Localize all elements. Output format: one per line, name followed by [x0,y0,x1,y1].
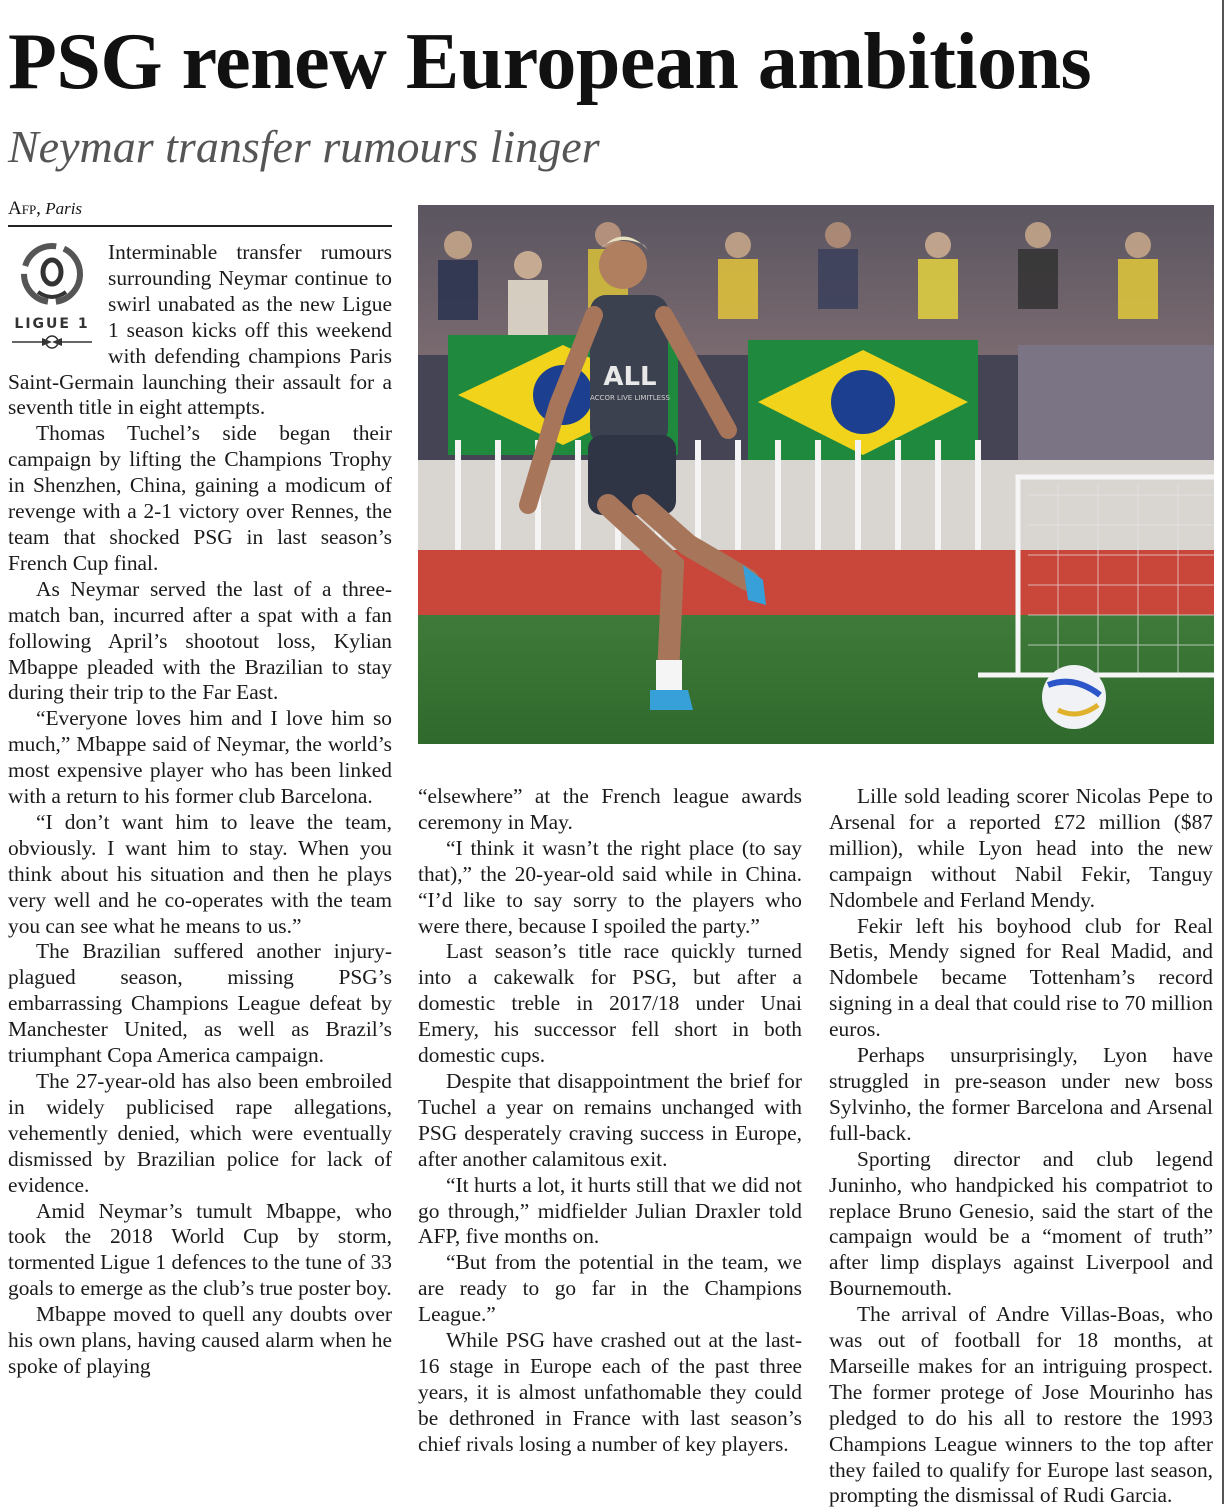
article-column-3 [829,784,1213,1509]
paragraph: Despite that disappointment the brief for Tuchel a year on remains unchanged with PSG desperately craving success in Europe, after another calamitous exit. [418,1068,802,1171]
paragraph: Fekir left his boyhood club for Real Betis, Mendy signed for Real Madid, and Ndombele became Tottenham’s record signing in a deal that could rise to 70 million euros. [829,913,1213,1042]
paragraph: The arrival of Andre Villas-Boas, who was out of football for 18 months, at Marseille makes for an intriguing prospect. The former protege of Jose Mourinho has pledged to do his all to restore the 1993 Champions League winners to the top after they failed to qualify for Europe last season, prompting the dismissal of Rudi Garcia. [829,1302,1213,1508]
paragraph: As Neymar served the last of a three-match ban, incurred after a spat with a fan following April’s shootout loss, Kylian Mbappe pleaded with the Brazilian to stay during their trip to the Far East. [8,576,392,705]
paragraph: While PSG have crashed out at the last-16 stage in Europe each of the past three years, it is almost unfathomable they could be dethroned in France with last season’s chief rivals losing a number of key players. [418,1328,802,1456]
paragraph: Thomas Tuchel’s side began their campaign by lifting the Champions Trophy in Shenzhen, China, gaining a modicum of revenge with a 2-1 victory over Rennes, the team that shocked PSG in last season’s French Cup final. [8,421,392,575]
headline: PSG renew European ambitions [8,18,1092,106]
shirt-sponsor-subtext: ACCOR LIVE LIMITLESS [590,394,670,402]
article-column-2 [418,784,802,1458]
byline-agency: Afp, [8,198,41,219]
paragraph: Mbappe moved to quell any doubts over his own plans, having caused alarm when he spoke of playing [8,1302,392,1378]
paragraph: Last season’s title race quickly turned into a cakewalk for PSG, but after a domestic treble in 2017/18 under Unai Emery, his successor fell short in both domestic cups. [418,939,802,1068]
byline-place: Paris [45,199,83,218]
ligue1-ball-icon [12,334,92,350]
neymar-training-photo [418,205,1214,744]
ligue1-logo-text: LIGUE 1 [14,316,90,332]
paragraph: Perhaps unsurprisingly, Lyon have struggled in pre-season under new boss Sylvinho, the former Barcelona and Arsenal full-back. [829,1043,1213,1145]
ligue1-logo [8,242,96,354]
photo-scene-icon [418,205,1214,744]
ligue1-emblem-icon [8,242,96,312]
paragraph: Interminable transfer rumours surrounding Neymar continue to swirl unabated as the new Ligue 1 season kicks off this weekend with defending champions Paris Saint-Germain launching their assault for a seventh title in eight attempts. [8,240,392,420]
paragraph: “But from the potential in the team, we are ready to go far in the Champions League.” [418,1250,802,1327]
paragraph: Amid Neymar’s tumult Mbappe, who took the 2018 World Cup by storm, tormented Ligue 1 defences to the tune of 33 goals to emerge as the club’s true poster boy. [8,1198,392,1301]
article-column-1 [8,240,392,1380]
paragraph: The Brazilian suffered another injury-plagued season, missing PSG’s embarrassing Champions League defeat by Manchester United, as well as Brazil’s triumphant Copa America campaign. [8,939,392,1068]
paragraph: “elsewhere” at the French league awards ceremony in May. [418,784,802,834]
paragraph: Lille sold leading scorer Nicolas Pepe to Arsenal for a reported £72 million ($87 million), while Lyon head into the new campaign without Nabil Fekir, Tanguy Ndombele and Ferland Mendy. [829,784,1213,912]
paragraph: Sporting director and club legend Juninho, who handpicked his compatriot to replace Bruno Genesio, said the start of the campaign would be a “moment of truth” after limp displays against Liverpool and Bournemouth. [829,1146,1213,1301]
byline [8,197,392,227]
column-rule [1222,0,1224,1504]
paragraph: “It hurts a lot, it hurts still that we did not go through,” midfielder Julian Draxler told AFP, five months on. [418,1172,802,1249]
paragraph: “I don’t want him to leave the team, obviously. I want him to stay. When you think about his situation and then he plays very well and he co-operates with the team you can see what he means to us.” [8,809,392,938]
shirt-sponsor-text: ALL [603,362,657,392]
paragraph: “Everyone loves him and I love him so much,” Mbappe said of Neymar, the world’s most expensive player who has been linked with a return to his former club Barcelona. [8,706,392,809]
subheadline: Neymar transfer rumours linger [8,121,600,172]
paragraph: “I think it wasn’t the right place (to say that),” the 20-year-old said while in China. “I’d like to say sorry to the players who were there, because I spoiled the party.” [418,835,802,938]
paragraph: The 27-year-old has also been embroiled in widely publicised rape allegations, vehemently denied, which were eventually dismissed by Brazilian police for lack of evidence. [8,1069,392,1197]
